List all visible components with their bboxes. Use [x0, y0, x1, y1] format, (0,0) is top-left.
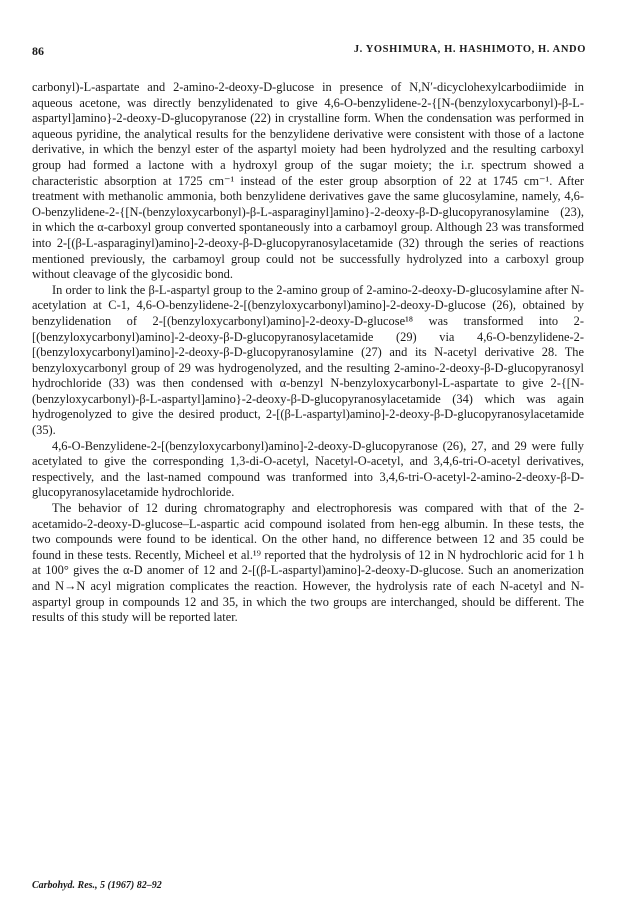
body-text [32, 80, 584, 626]
paragraph-acetylation: 4,6-O-Benzylidene-2-[(benzyloxycarbonyl)amino]-2-deoxy-D-glucopyranose (26), 27, and 29 were fully acetylated to give the corresponding 1,3-di-O-acetyl, Nacetyl-O-acetyl, and 3,4,6-tri-O-acetyl derivatives, respectively, and the last-named compound was tranformed into 3,4,6-tri-O-acetyl-2-amino-2-deoxy-β-D-glucopyranosylacetamide hydrochloride. [32, 438, 584, 500]
page-number: 86 [32, 44, 44, 58]
paragraph-behavior: The behavior of 12 during chromatography and electrophoresis was compared with that of the 2-acetamido-2-deoxy-D-glucose–L-aspartic acid compound isolated from hen-egg albumin. In these tests, the two compounds were found to be identical. On the other hand, no difference between 12 and 35 could be found in these tests. Recently, Micheel et al.¹⁹ reported that the hydrolysis of 12 in N hydrochloric acid for 1 h at 100° gives the α-D anomer of 12 and 2-[(β-L-aspartyl)amino]-2-deoxy-D-glucose. Such an anomerization and N→N acyl migration complicates the reaction. However, the hydrolysis rate of each N-acetyl and N-aspartyl group in compounds 12 and 35, in which the two groups are interchanged, should be different. The results of this study will be reported later. [32, 501, 584, 625]
paragraph-continuation: carbonyl)-L-aspartate and 2-amino-2-deoxy-D-glucose in presence of N,N′-dicyclohexylcarbodiimide in aqueous acetone, was directly benzylidenated to give 4,6-O-benzylidene-2-{[N-(benzyloxycarbonyl)-β-L-aspartyl]amino}-2-deoxy-D-glucopyranose (22) in crystalline form. When the condensation was performed in aqueous pyridine, the analytical results for the benzylidene derivative were consistent with those of a lactone derivative, in which the benzyl ester of the aspartyl moiety had been hydrolyzed and the resulting carboxyl group had formed a lactone with a hydroxyl group of the sugar moiety; the i.r. spectrum showed a characteristic absorption at 1725 cm⁻¹ instead of the ester group absorption of 22 at 1745 cm⁻¹. After treatment with methanolic ammonia, both benzylidene derivatives gave the same glucosylamine, namely, 4,6-O-benzylidene-2-{[N-(benzyloxycarbonyl)-β-L-asparaginyl]amino}-2-deoxy-β-D-glucopyranosylamine (23), in which the α-carboxyl group converted spontaneously into a carbamoyl group. Although 23 was transformed into 2-[(β-L-asparaginyl)amino]-2-deoxy-β-D-glucopyranosylacetamide (32) through the series of reactions mentioned previously, the carbamoyl group could not be successfully hydrolyzed into a carboxyl group without cleavage of the glycosidic bond. [32, 80, 584, 282]
journal-citation: Carbohyd. Res., 5 (1967) 82–92 [32, 880, 162, 891]
running-head: J. YOSHIMURA, H. HASHIMOTO, H. ANDO [353, 44, 586, 55]
paragraph-aspartyl-linking: In order to link the β-L-aspartyl group to the 2-amino group of 2-amino-2-deoxy-D-glucosylamine after N-acetylation at C-1, 4,6-O-benzylidene-2-[(benzyloxycarbonyl)amino]-2-deoxy-D-glucose (26), obtained by benzylidenation of 2-[(benzyloxycarbonyl)amino]-2-deoxy-D-glucose¹⁸ was transformed into 2-[(benzyloxycarbonyl)amino]-2-deoxy-β-D-glucopyranosylacetamide (29) via 4,6-O-benzylidene-2-[(benzyloxycarbonyl)amino]-2-deoxy-β-D-glucopyranosylamine (27) and its N-acetyl derivative 28. The benzyloxycarbonyl group of 29 was hydrogenolyzed, and the resulting 2-amino-2-deoxy-β-D-glucopyranosyl hydrochloride (33) was then condensed with α-benzyl N-benzyloxycarbonyl-L-aspartate to give 2-{[N-(benzyloxycarbonyl)-β-L-aspartyl]amino}-2-deoxy-β-D-glucopyranosylacetamide (34) which was again hydrogenolyzed to give the desired product, 2-[(β-L-aspartyl)amino]-2-deoxy-β-D-glucopyranosylacetamide (35). [32, 282, 584, 438]
page-header [32, 44, 586, 62]
